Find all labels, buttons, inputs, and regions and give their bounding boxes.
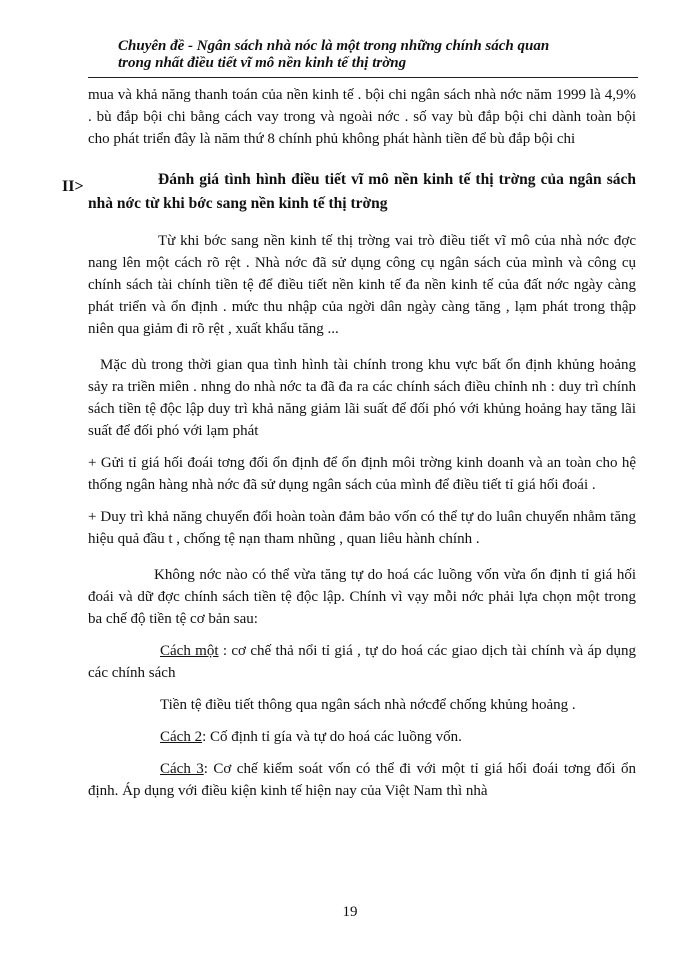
- option-2-paragraph: [88, 726, 636, 748]
- option-2-label: Cách 2: [160, 729, 203, 745]
- header-line-2: trong nhất điều tiết vĩ mô nền kinh tế thị trờng: [118, 55, 407, 71]
- paragraph-1: Từ khi bớc sang nền kinh tế thị trờng vai trò điều tiết vĩ mô của nhà nớc đợc nang lên một cách rõ rệt . Nhà nớc đã sử dụng công cụ ngân sách của mình và công cụ chính sách tài chính tiền tệ để điều tiết nền kinh tế đa nền kinh tế của đất nớc ngày càng phát triển và ổn định . mức thu nhập của ngời dân ngày càng tăng , lạm phát trong thập niên qua giảm đi rõ rệt , xuất khẩu tăng ...: [88, 233, 636, 337]
- option-3-label: Cách 3: [160, 761, 204, 777]
- paragraph-6: Tiền tệ điều tiết thông qua ngân sách nhà nớcđể chống khủng hoảng .: [160, 697, 576, 713]
- section-number: II>: [62, 178, 84, 195]
- running-header: [118, 38, 638, 72]
- paragraph-5: Không nớc nào có thể vừa tăng tự do hoá các luồng vốn vừa ổn định tỉ giá hối đoái và dữ đợc chính sách tiền tệ độc lập. Chính vì vạy mỗi nớc phải lựa chọn một trong ba chế độ tiền tệ cơ bản sau:: [88, 567, 636, 627]
- option-1-text: : cơ chế thả nổi tỉ giá , tự do hoá các giao dịch tài chính và áp dụng các chính sách: [88, 643, 637, 681]
- intro-paragraph: mua và khả năng thanh toán của nền kinh tế . bội chi ngân sách nhà nớc năm 1999 là 4,9% . bù đắp bội chi bằng cách vay trong và ngoài nớc . số vay bù đắp bội chi dành toàn bội cho phát triển đây là năm thứ 8 chính phủ không phát hành tiền để bù đắp bội chi: [88, 87, 636, 147]
- option-3-paragraph: [88, 758, 636, 802]
- header-divider: [88, 77, 638, 78]
- option-1-paragraph: [88, 640, 636, 684]
- option-3-text: : Cơ chế kiểm soát vốn có thể đi với một tỉ giá hối đoái tơng đối ổn định. Áp dụng với điều kiện kinh tế hiện nay của Việt Nam thì nhà: [88, 761, 636, 799]
- option-2-text: : Cố định tỉ gía và tự do hoá các luồng vốn.: [202, 729, 462, 745]
- paragraph-2: Mặc dù trong thời gian qua tình hình tài chính trong khu vực bất ổn định khủng hoảng sảy ra triền miên . nhng do nhà nớc ta đã đa ra các chính sách điều chỉnh nh : duy trì chính sách tiền tệ độc lập duy trì khả năng giảm lãi suất để đối phó với khủng hoảng hay tăng lãi suất để đối phó với lạm phát: [88, 357, 636, 439]
- page-body: [88, 84, 636, 802]
- bullet-paragraph-2: + Duy trì khả năng chuyển đổi hoàn toàn đảm bảo vốn có thể tự do luân chuyển nhằm tăng hiệu quả đầu t , chống tệ nạn tham nhũng , quan liêu hành chính .: [88, 509, 636, 547]
- bullet-paragraph-1: + Gửi tỉ giá hối đoái tơng đối ổn định để ổn định môi trờng kinh doanh và an toàn cho hệ thống ngân hàng nhà nớc đã sử dụng ngân sách của mình để điều tiết tỉ giá hối đoái .: [88, 455, 636, 493]
- option-1-label: Cách một: [160, 643, 219, 659]
- section-title: Đánh giá tình hình điều tiết vĩ mô nền kinh tế thị trờng của ngân sách nhà nớc từ khi bớc sang nền kinh tế thị trờng: [88, 171, 636, 212]
- page-number: 19: [342, 904, 358, 920]
- header-line-1: Chuyên đề - Ngân sách nhà nóc là một trong những chính sách quan: [118, 38, 550, 54]
